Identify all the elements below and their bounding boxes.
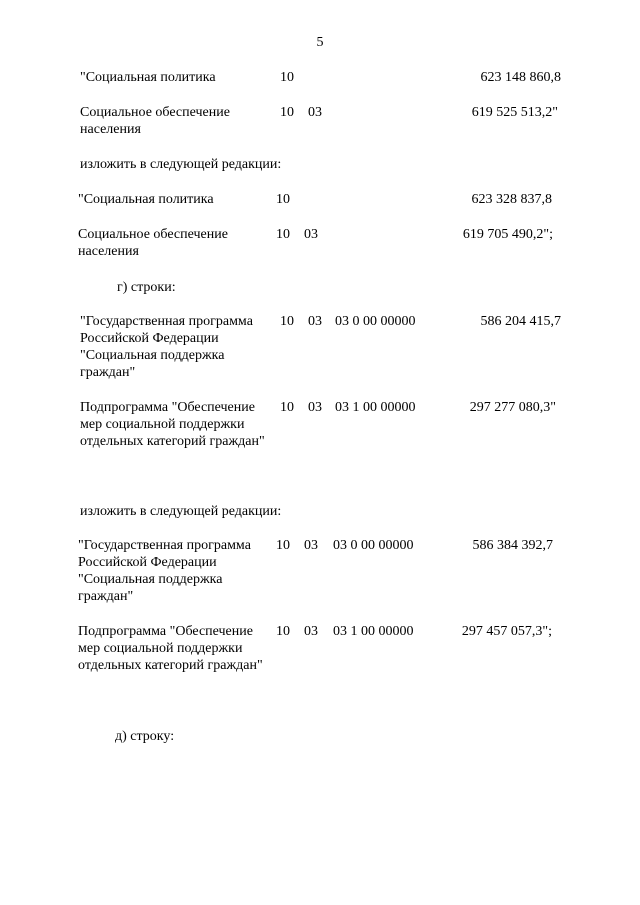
row-section-code: 10 <box>280 70 294 85</box>
page-number: 5 <box>316 35 324 50</box>
instruction-text: изложить в следующей редакции: <box>80 504 282 519</box>
row-amount: 623 328 837,8 <box>471 192 552 207</box>
instruction-text: изложить в следующей редакции: <box>80 157 282 172</box>
row-section-code: 10 <box>276 624 290 639</box>
row-subsection-code: 03 <box>308 400 322 415</box>
row-section-code: 10 <box>280 400 294 415</box>
row-section-code: 10 <box>276 192 290 207</box>
row-section-code: 10 <box>280 314 294 329</box>
row-name: "Государственная программа Российской Федерации "Социальная поддержка граждан" <box>78 538 251 604</box>
row-section-code: 10 <box>276 538 290 553</box>
row-subsection-code: 03 <box>304 624 318 639</box>
row-subsection-code: 03 <box>304 227 318 242</box>
row-amount: 297 457 057,3"; <box>461 624 552 639</box>
row-program-code: 03 0 00 00000 <box>333 538 414 553</box>
row-name: Подпрограмма "Обеспечение мер социальной поддержки отдельных категорий граждан" <box>78 624 263 673</box>
row-amount: 586 204 415,7 <box>480 314 561 329</box>
row-amount: 586 384 392,7 <box>472 538 553 553</box>
row-program-code: 03 1 00 00000 <box>333 624 414 639</box>
row-amount: 623 148 860,8 <box>480 70 561 85</box>
row-amount: 619 525 513,2" <box>471 105 558 120</box>
row-subsection-code: 03 <box>308 314 322 329</box>
item-g-label: г) строки: <box>117 280 176 295</box>
item-d-label: д) строку: <box>115 729 175 744</box>
row-name: "Государственная программа Российской Федерации "Социальная поддержка граждан" <box>80 314 253 380</box>
row-program-code: 03 0 00 00000 <box>335 314 416 329</box>
row-section-code: 10 <box>280 105 294 120</box>
row-name: Социальное обеспечение населения <box>80 105 230 137</box>
row-name: "Социальная политика <box>78 192 214 207</box>
row-name: Подпрограмма "Обеспечение мер социальной поддержки отдельных категорий граждан" <box>80 400 265 449</box>
row-amount: 619 705 490,2"; <box>462 227 553 242</box>
row-program-code: 03 1 00 00000 <box>335 400 416 415</box>
row-amount: 297 277 080,3" <box>469 400 556 415</box>
row-subsection-code: 03 <box>308 105 322 120</box>
row-name: Социальное обеспечение населения <box>78 227 228 259</box>
row-name: "Социальная политика <box>80 70 216 85</box>
row-section-code: 10 <box>276 227 290 242</box>
row-subsection-code: 03 <box>304 538 318 553</box>
